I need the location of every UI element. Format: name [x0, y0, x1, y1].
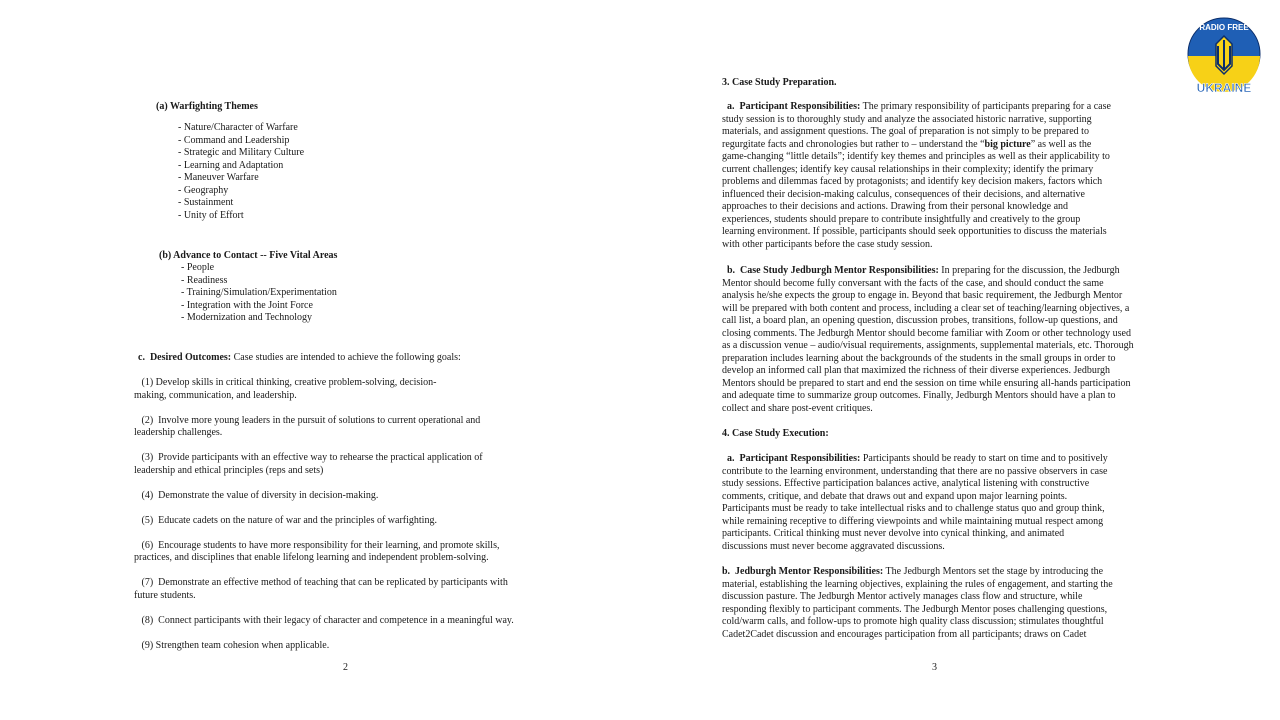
- mentor-exec-line: material, establishing the learning objectives, explaining the rules of engagement, and starting the: [722, 578, 1113, 590]
- goal-item: (5) Educate cadets on the nature of war and the principles of warfighting.: [134, 514, 437, 526]
- logo-bottom-text: UKRAINE: [1196, 81, 1252, 95]
- participant-exec-line: while remaining receptive to differing viewpoints and while maintaining mutual respect among: [722, 515, 1104, 527]
- goal-item: (1) Develop skills in critical thinking, creative problem-solving, decision- making, communication, and leadership.: [134, 377, 437, 401]
- warfighting-theme-line: - Learning and Adaptation: [178, 159, 284, 171]
- goal-item: (7) Demonstrate an effective method of teaching that can be replicated by participants with future students.: [134, 577, 508, 601]
- goal-item: (2) Involve more young leaders in the pursuit of solutions to current operational and leadership challenges.: [134, 414, 481, 438]
- warfighting-theme-line: - Unity of Effort: [178, 209, 244, 221]
- participant-prep-line: experiences, students should prepare to contribute insightfully and creatively to the group: [722, 213, 1081, 225]
- participant-prep-line: approaches to their decisions and actions. Drawing from their personal knowledge and: [722, 201, 1069, 212]
- participant-exec-line: contribute to the learning environment, understanding that there are no passive observers in case: [722, 465, 1108, 477]
- participant-prep-line: game-changing “little details”; identify key themes and principles as well as their applicability to: [722, 151, 1110, 162]
- participant-exec-line: Participants must be ready to take intellectual risks and to challenge status quo and group think,: [722, 503, 1105, 514]
- warfighting-theme-line: - Command and Leadership: [178, 134, 290, 146]
- advance-area-line: - Integration with the Joint Force: [181, 299, 313, 311]
- warfighting-themes-heading: (a) Warfighting Themes: [156, 101, 258, 112]
- mentor-prep-line: and adequate time to summarize group outcomes. Finally, Jedburgh Mentors should have a plan to: [722, 390, 1116, 401]
- warfighting-theme-line: - Strategic and Military Culture: [178, 147, 305, 158]
- participant-prep-line: influenced their decision-making calculus, consequences of their decisions, and alternative: [722, 188, 1085, 200]
- section-4-heading: 4. Case Study Execution:: [722, 428, 829, 439]
- advance-area-line: - Training/Simulation/Experimentation: [181, 287, 337, 298]
- mentor-prep-line: preparation includes learning about the backgrounds of the students in the small groups in order to: [722, 352, 1116, 364]
- goal-item: (3) Provide participants with an effective way to rehearse the practical application of leadership and ethical principles (reps and sets): [134, 452, 483, 476]
- goal-item: (6) Encourage students to have more responsibility for their learning, and promote skills, practices, and disciplines that enable lifelong learning and independent problem-solving.: [134, 539, 500, 563]
- participant-exec-line: participants. Critical thinking must never devolve into cynical thinking, and animated: [722, 528, 1065, 539]
- goal-item: (9) Strengthen team cohesion when applicable.: [134, 639, 330, 651]
- page-number-left: 2: [343, 662, 348, 673]
- participant-prep-line: materials, and assignment questions. The goal of preparation is not simply to be prepared to: [722, 126, 1089, 137]
- mentor-prep-line: Mentor should become fully conversant with the facts of the case, and should conduct the same: [722, 277, 1104, 289]
- participant-prep-paragraph: a. Participant Responsibilities: The primary responsibility of participants preparing for a case study session is to thoroughly study and analyze the associated historic narrative, supporting materials, and assignment questions. The goal of preparation is not simply to be prepared to regurgitate facts and chronologies but rather to – understand the “big picture” as well as the game-changing “little details”; identify key themes and principles as well as their applicability to current challenges; identify key causal relationships in their complexity; identify the primary problems and dilemmas faced by protagonists; and identify key decision makers, factors which influenced their decision-making calculus, consequences of their decisions, and alternative approaches to their decisions and actions. Drawing from their personal knowledge and experiences, students should prepare to contribute insightfully and creatively to the group learning environment. If possible, participants should seek opportunities to discuss the materials with other participants before the case study session.: [722, 101, 1111, 250]
- mentor-prep-line: closing comments. The Jedburgh Mentor should become familiar with Zoom or other technology used: [722, 327, 1131, 339]
- mentor-prep-line: call list, a board plan, an opening question, discussion probes, transitions, follow-up questions, and: [722, 315, 1118, 326]
- mentor-prep-line: analysis he/she expects the group to engage in. Beyond that basic requirement, the Jedburgh Mentor: [722, 290, 1123, 301]
- mentor-exec-paragraph: b. Jedburgh Mentor Responsibilities: The Jedburgh Mentors set the stage by introducing the material, establishing the learning objectives, explaining the rules of engagement, and starting the discussion pasture. The Jedburgh Mentor actively manages class flow and structure, while responding flexibly to participant comments. The Jedburgh Mentor poses challenging questions, cold/warm calls, and follow-ups to promote high quality class discussion; stimulates thoughtful Cadet2Cadet discussion and encourages participation from all participants; draws on Cadet: [722, 566, 1113, 640]
- participant-prep-line: current challenges; identify key causal relationships in their complexity; identify the primary: [722, 163, 1094, 175]
- warfighting-themes-list: [178, 122, 304, 222]
- participant-prep-line: with other participants before the case study session.: [722, 238, 933, 250]
- logo-top-text: RADIO FREE: [1199, 23, 1249, 32]
- desired-outcomes-paragraph: c. Desired Outcomes: Case studies are intended to achieve the following goals:: [138, 352, 461, 363]
- participant-prep-line: problems and dilemmas faced by protagonists; and identify key decision makers, factors which: [722, 176, 1103, 187]
- participant-prep-line: study session is to thoroughly study and analyze the associated historic narrative, supporting: [722, 113, 1092, 125]
- mentor-prep-line: develop an informed call plan that maximized the richness of their diverse experiences. Jedburgh: [722, 365, 1111, 376]
- mentor-prep-paragraph: b. Case Study Jedburgh Mentor Responsibilities: In preparing for the discussion, the Jedburgh Mentor should become fully conversant with the facts of the case, and should conduct the same analysis he/she expects the group to engage in. Beyond that basic requirement, the Jedburgh Mentor will be prepared with both content and process, including a clear set of teaching/learning objectives, a call list, a board plan, an opening question, discussion probes, transitions, follow-up questions, and closing comments. The Jedburgh Mentor should become familiar with Zoom or other technology used as a discussion venue – audio/visual requirements, assignments, supplemental materials, etc. Thorough preparation includes learning about the backgrounds of the students in the small groups in order to develop an informed call plan that maximized the richness of their diverse experiences. Jedburgh Mentors should be prepared to start and end the session on time while ensuring all-hands participation and adequate time to summarize group outcomes. Finally, Jedburgh Mentors should have a plan to collect and share post-event critiques.: [722, 265, 1134, 414]
- participant-exec-line: study sessions. Effective participation balances active, analytical listening with constructive: [722, 478, 1090, 489]
- participant-exec-line: discussions must never become aggravated discussions.: [722, 540, 945, 552]
- advance-area-line: - People: [181, 262, 215, 273]
- participant-prep-line: learning environment. If possible, participants should seek opportunities to discuss the materials: [722, 226, 1107, 237]
- goals-list: [134, 377, 514, 665]
- mentor-prep-line: will be prepared with both content and process, including a clear set of teaching/learning objectives, a: [722, 302, 1130, 314]
- mentor-exec-line: cold/warm calls, and follow-ups to promote high quality class discussion; stimulates thoughtful: [722, 616, 1104, 627]
- section-3-heading: 3. Case Study Preparation.: [722, 77, 837, 88]
- mentor-prep-line: as a discussion venue – audio/visual requirements, assignments, supplemental materials, etc. Thorough: [722, 340, 1134, 351]
- goal-item: (8) Connect participants with their legacy of character and competence in a meaningful way.: [134, 614, 514, 626]
- right-page: [640, 0, 1280, 720]
- participant-exec-line: comments, critique, and debate that draws out and expand upon major learning points.: [722, 490, 1068, 502]
- advance-area-line: - Readiness: [181, 274, 228, 286]
- mentor-prep-line: collect and share post-event critiques.: [722, 402, 873, 414]
- page-number-right: 3: [932, 662, 937, 673]
- advance-to-contact-list: [181, 262, 337, 325]
- warfighting-theme-line: - Sustainment: [178, 197, 234, 208]
- radio-free-ukraine-logo: [1186, 16, 1262, 96]
- advance-area-line: - Modernization and Technology: [181, 312, 313, 323]
- warfighting-theme-line: - Nature/Character of Warfare: [178, 122, 298, 133]
- mentor-exec-line: responding flexibly to participant comments. The Jedburgh Mentor poses challenging questions,: [722, 603, 1108, 615]
- mentor-prep-line: Mentors should be prepared to start and end the session on time while ensuring all-hands participation: [722, 377, 1131, 389]
- warfighting-theme-line: - Geography: [178, 184, 229, 196]
- goal-item: (4) Demonstrate the value of diversity in decision-making.: [134, 489, 379, 501]
- mentor-exec-line: Cadet2Cadet discussion and encourages participation from all participants; draws on Cadet: [722, 628, 1087, 640]
- mentor-exec-line: discussion pasture. The Jedburgh Mentor actively manages class flow and structure, while: [722, 591, 1083, 602]
- participant-exec-paragraph: a. Participant Responsibilities: Participants should be ready to start on time and to positively contribute to the learning environment, understanding that there are no passive observers in case study sessions. Effective participation balances active, analytical listening with constructive comments, critique, and debate that draws out and expand upon major learning points. Participants must be ready to take intellectual risks and to challenge status quo and group think, while remaining receptive to differing viewpoints and while maintaining mutual respect among participants. Critical thinking must never devolve into cynical thinking, and animated discussions must never become aggravated discussions.: [722, 453, 1108, 552]
- warfighting-theme-line: - Maneuver Warfare: [178, 172, 259, 183]
- advance-to-contact-heading: (b) Advance to Contact -- Five Vital Areas: [159, 250, 338, 261]
